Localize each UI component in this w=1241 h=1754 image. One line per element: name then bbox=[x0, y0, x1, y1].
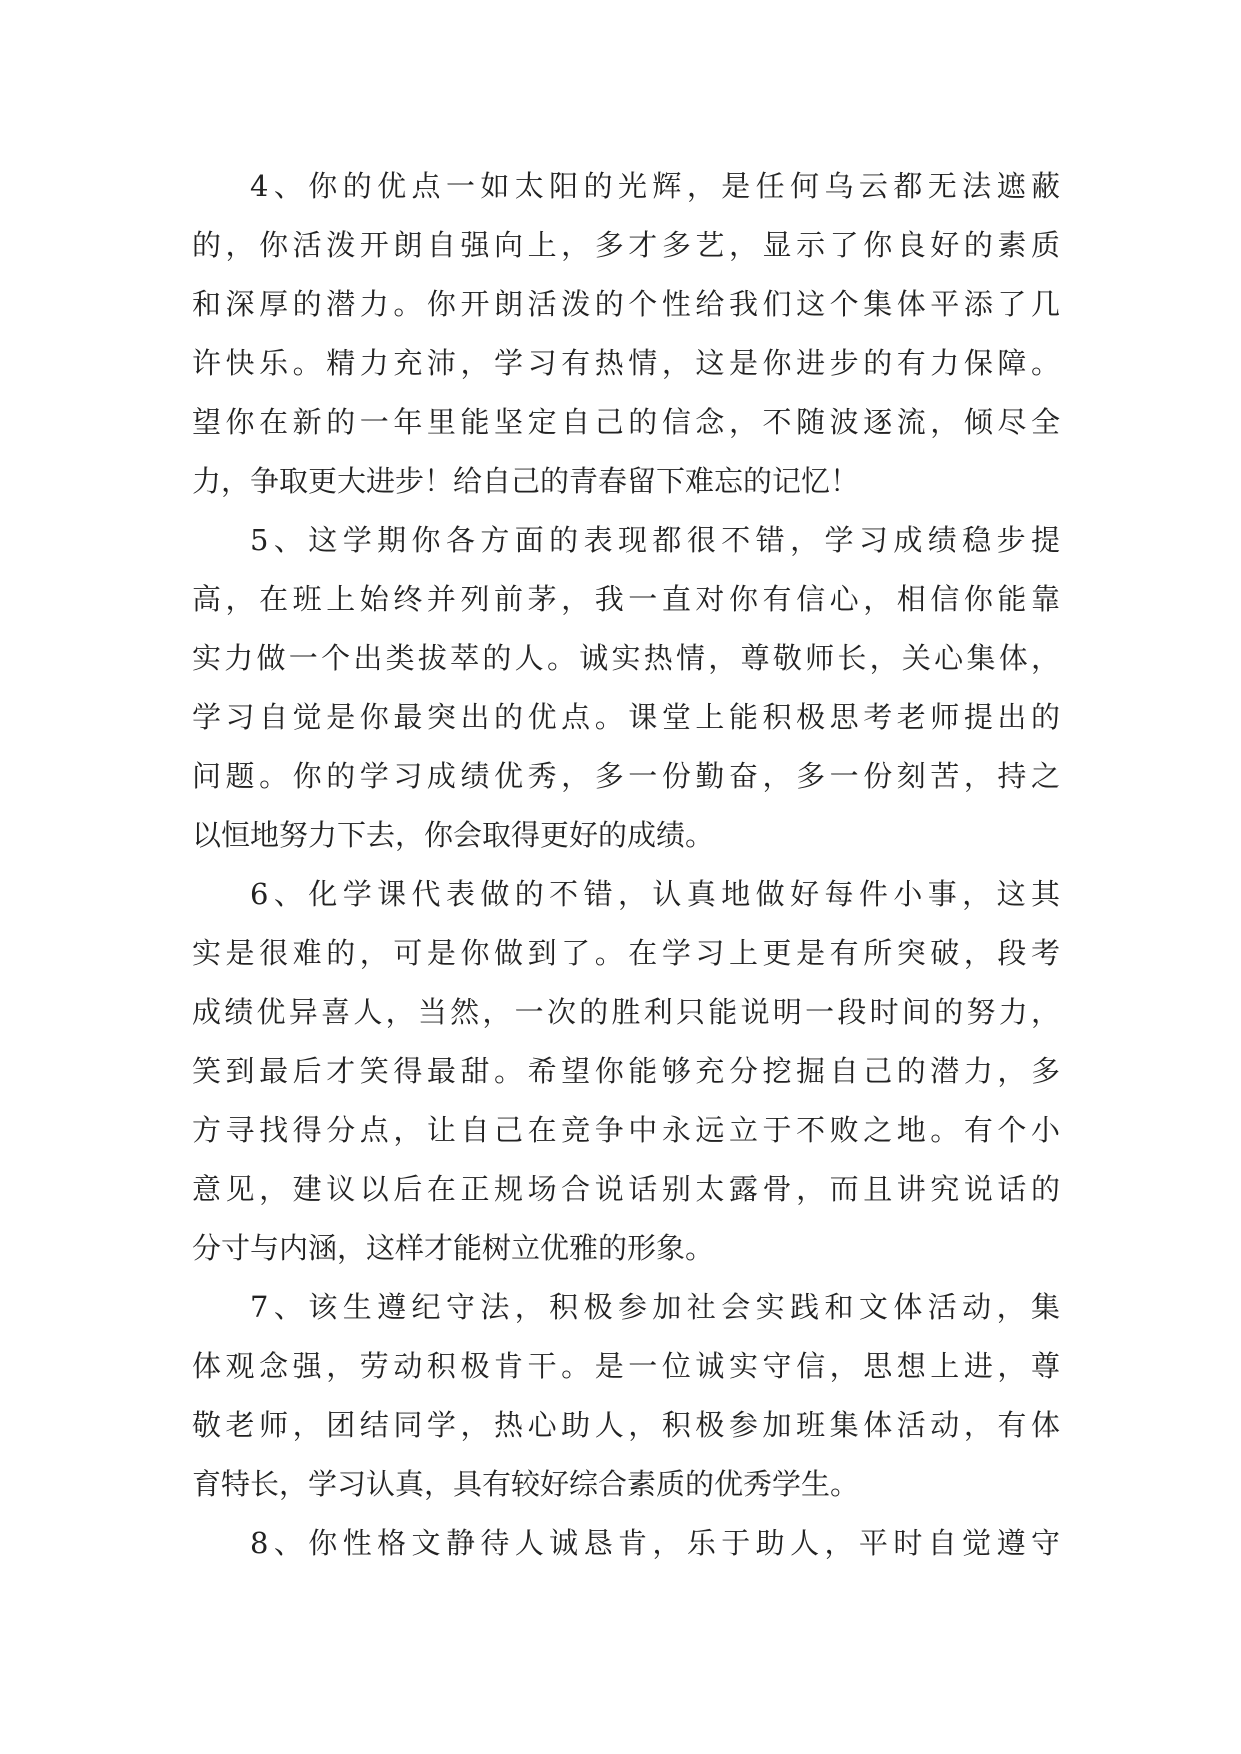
paragraph-8 bbox=[192, 1514, 1060, 1573]
paragraph-7 bbox=[192, 1278, 1060, 1514]
text-line: 笑到最后才笑得最甜。希望你能够充分挖掘自己的潜力，多 bbox=[192, 1054, 1060, 1088]
text-line: 体观念强，劳动积极肯干。是一位诚实守信，思想上进，尊 bbox=[192, 1349, 1060, 1383]
paragraph-5 bbox=[192, 511, 1060, 865]
text-line: 实是很难的，可是你做到了。在学习上更是有所突破，段考 bbox=[192, 936, 1060, 970]
text-line: 高，在班上始终并列前茅，我一直对你有信心，相信你能靠 bbox=[192, 582, 1060, 616]
text-line: 5、这学期你各方面的表现都很不错，学习成绩稳步提 bbox=[250, 523, 1060, 557]
text-line: 望你在新的一年里能坚定自己的信念，不随波逐流，倾尽全 bbox=[192, 405, 1060, 439]
text-line: 分寸与内涵，这样才能树立优雅的形象。 bbox=[192, 1231, 715, 1265]
text-line: 实力做一个出类拔萃的人。诚实热情，尊敬师长，关心集体， bbox=[192, 641, 1060, 675]
text-line: 学习自觉是你最突出的优点。课堂上能积极思考老师提出的 bbox=[192, 700, 1060, 734]
text-line: 敬老师，团结同学，热心助人，积极参加班集体活动，有体 bbox=[192, 1408, 1060, 1442]
text-line: 和深厚的潜力。你开朗活泼的个性给我们这个集体平添了几 bbox=[192, 287, 1060, 321]
paragraph-4 bbox=[192, 157, 1060, 511]
text-line: 许快乐。精力充沛，学习有热情，这是你进步的有力保障。 bbox=[192, 346, 1060, 380]
text-line: 成绩优异喜人，当然，一次的胜利只能说明一段时间的努力， bbox=[192, 995, 1060, 1029]
document-body bbox=[192, 157, 1060, 1573]
text-line: 8、你性格文静待人诚恳肯，乐于助人，平时自觉遵守 bbox=[250, 1526, 1060, 1560]
text-line: 4、你的优点一如太阳的光辉，是任何乌云都无法遮蔽 bbox=[250, 169, 1060, 203]
text-line: 力，争取更大进步！给自己的青春留下难忘的记忆！ bbox=[192, 464, 860, 498]
paragraph-6 bbox=[192, 865, 1060, 1278]
text-line: 6、化学课代表做的不错，认真地做好每件小事，这其 bbox=[250, 877, 1060, 911]
text-line: 7、该生遵纪守法，积极参加社会实践和文体活动，集 bbox=[250, 1290, 1060, 1324]
text-line: 的，你活泼开朗自强向上，多才多艺，显示了你良好的素质 bbox=[192, 228, 1060, 262]
text-line: 方寻找得分点，让自己在竞争中永远立于不败之地。有个小 bbox=[192, 1113, 1060, 1147]
text-line: 问题。你的学习成绩优秀，多一份勤奋，多一份刻苦，持之 bbox=[192, 759, 1060, 793]
text-line: 以恒地努力下去，你会取得更好的成绩。 bbox=[192, 818, 715, 852]
text-line: 育特长，学习认真，具有较好综合素质的优秀学生。 bbox=[192, 1467, 860, 1501]
text-line: 意见，建议以后在正规场合说话别太露骨，而且讲究说话的 bbox=[192, 1172, 1060, 1206]
